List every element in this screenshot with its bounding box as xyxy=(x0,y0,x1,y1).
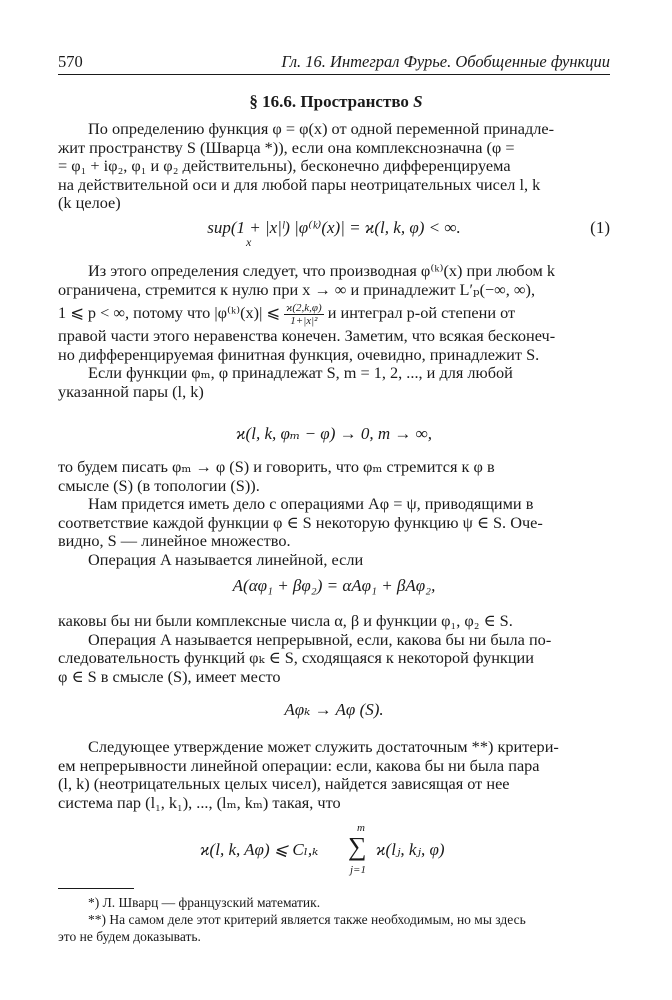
equation-1 xyxy=(58,218,610,249)
text-fragment: и интеграл p-ой степени от xyxy=(327,303,516,322)
paragraph-criterion xyxy=(58,738,610,812)
paragraph-consequence xyxy=(58,262,610,401)
text-line: указанной пары (l, k) xyxy=(58,381,204,401)
eq5-sum-sign: ∑ xyxy=(348,832,367,861)
eq1-subscript: x xyxy=(246,235,252,249)
text-line: правой части этого неравенства конечен. Заметим, что всякая бесконеч- xyxy=(58,326,556,345)
text-line: Операция A называется линейной, если xyxy=(88,549,364,569)
footnotes xyxy=(58,894,610,945)
text-line: (k целое) xyxy=(58,193,121,212)
text-line: соответствие каждой функции φ ∈ S некоторую функцию ψ ∈ S. Оче- xyxy=(58,512,543,532)
eq1-body: sup(1 + |x|ˡ) |φ⁽ᵏ⁾(x)| = ϰ(l, k, φ) < ∞. xyxy=(207,218,461,237)
section-title: Пространство xyxy=(300,92,409,111)
text-line: жит пространству S (Шварца *)), если она комплекснозначна (φ = xyxy=(58,137,515,157)
text-line: Нам придется иметь дело с операциями Aφ = ψ, приводящими в xyxy=(88,494,534,513)
fraction-denominator: 1+|x|² xyxy=(290,314,318,327)
equation-4 xyxy=(58,700,610,720)
section-heading xyxy=(0,92,672,112)
footnote-2-line: **) На самом деле этот критерий является также необходимым, но мы здесь xyxy=(88,912,526,927)
text-line: то будем писать φₘ → φ (S) и говорить, что φₘ стремится к φ в xyxy=(58,457,495,476)
footnote-2-line: это не будем доказывать. xyxy=(58,929,201,944)
text-line: φ ∈ S в смысле (S), имеет место xyxy=(58,666,281,686)
eq4-body: Aφₖ → Aφ (S). xyxy=(284,700,384,719)
text-line: По определению функция φ = φ(x) от одной переменной принадле- xyxy=(88,119,555,138)
equation-5 xyxy=(200,822,472,880)
equation-number: (1) xyxy=(590,218,610,237)
eq5-sum-top: m xyxy=(357,822,365,834)
section-number: § 16.6. xyxy=(249,92,297,111)
text-fragment: 1 ⩽ p < ∞, потому что |φ⁽ᵏ⁾(x)| ⩽ xyxy=(58,303,281,322)
equation-3 xyxy=(58,576,610,596)
paragraph-definition xyxy=(58,120,610,213)
text-line: Из этого определения следует, что производная φ⁽ᵏ⁾(x) при любом k xyxy=(88,261,556,280)
text-line: следовательность функций φₖ ∈ S, сходящаяся к некоторой функции xyxy=(58,648,534,667)
text-line: ем непрерывности линейной операции: если, какова бы ни была пара xyxy=(58,755,540,775)
page-number: 570 xyxy=(58,52,83,71)
eq5-right: ϰ(lⱼ, kⱼ, φ) xyxy=(376,840,445,859)
footnote-1: *) Л. Шварц — французский математик. xyxy=(88,895,321,910)
text-line: видно, S — линейное множество. xyxy=(58,531,291,550)
page-header xyxy=(58,52,610,74)
inline-fraction xyxy=(284,302,323,327)
footnote-rule xyxy=(58,888,134,889)
running-title: Гл. 16. Интеграл Фурье. Обобщенные функции xyxy=(281,52,610,71)
text-line: Операция A называется непрерывной, если, какова бы ни была по- xyxy=(88,629,552,649)
eq5-sum-bottom: j=1 xyxy=(350,864,366,876)
eq5-left: ϰ(l, k, Aφ) ⩽ Cₗ,ₖ xyxy=(200,840,319,859)
text-line: но дифференцируемая финитная функция, очевидно, принадлежит S. xyxy=(58,344,540,364)
text-line: каковы бы ни были комплексные числа α, β и функции φ₁, φ₂ ∈ S. xyxy=(58,611,513,630)
text-line: ограничена, стремится к нулю при x → ∞ и принадлежит L′ₚ(−∞, ∞), xyxy=(58,279,536,299)
eq3-body: A(αφ₁ + βφ₂) = αAφ₁ + βAφ₂, xyxy=(232,576,436,595)
text-line: = φ₁ + iφ₂, φ₁ и φ₂ действительны), бесконечно дифференцируема xyxy=(58,156,511,175)
text-line: смысле (S) (в топологии (S)). xyxy=(58,475,260,495)
eq2-body: ϰ(l, k, φₘ − φ) → 0, m → ∞, xyxy=(236,424,432,443)
paragraph-convergence xyxy=(58,458,610,569)
section-symbol: S xyxy=(413,92,423,111)
paragraph-continuity xyxy=(58,612,610,686)
equation-2 xyxy=(58,424,610,444)
header-rule xyxy=(58,74,610,75)
text-line-with-fraction xyxy=(58,299,610,327)
fraction-numerator: ϰ(2,k,φ) xyxy=(286,301,322,314)
text-line: Если функции φₘ, φ принадлежат S, m = 1, 2, ..., и для любой xyxy=(88,363,513,382)
text-line: (l, k) (неотрицательных целых чисел), найдется зависящая от нее xyxy=(58,774,510,793)
text-line: Следующее утверждение может служить достаточным **) критери- xyxy=(88,737,559,756)
text-line: система пар (l₁, k₁), ..., (lₘ, kₘ) такая, что xyxy=(58,792,341,812)
text-line: на действительной оси и для любой пары неотрицательных чисел l, k xyxy=(58,174,541,194)
